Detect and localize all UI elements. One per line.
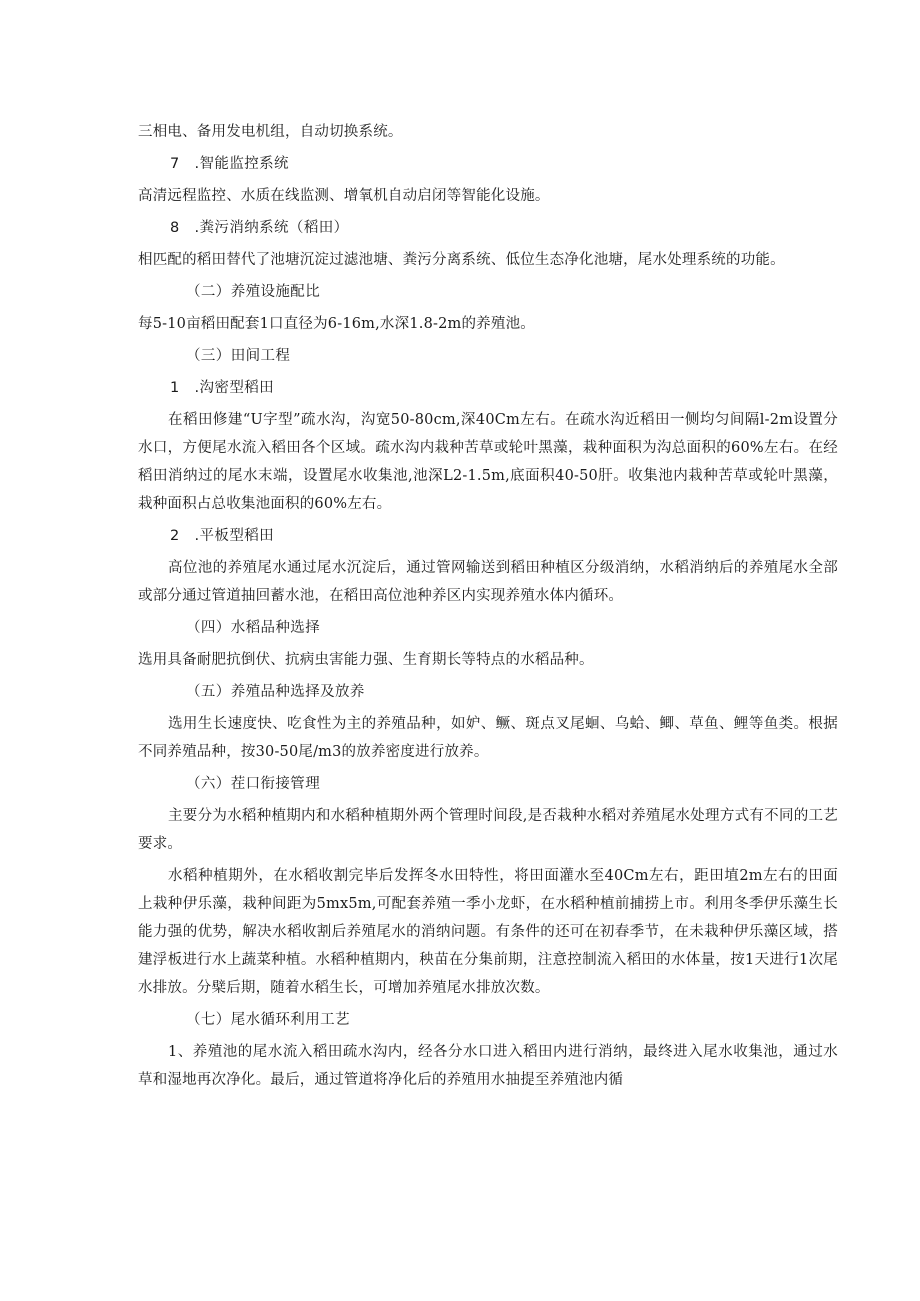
heading-facility-ratio: （二）养殖设施配比	[186, 284, 321, 300]
paragraph-manure-system: 相匹配的稻田替代了池塘沉淀过滤池塘、粪污分离系统、低位生态净化池塘，尾水处理系统的功能。	[138, 252, 785, 268]
paragraph-crop-rotation-detail: 水稻种植期外，在水稻收割完毕后发挥冬水田特性，将田面灌水至40Cm左右，距田埴2m左右的田面上栽种伊乐藻，栽种间距为5mx5m,可配套养殖一季小龙虾，在水稻种植前捕捞上市。利用冬季伊乐藻生长能力强的优势，解决水稻收割后养殖尾水的消纳问题。有条件的还可在初春季节，在未栽种伊乐藻区域，搭建浮板进行水上蔬菜种植。水稻种植期内，秧苗在分集前期，注意控制流入稻田的水体量，按1天进行1次尾水排放。分檗后期，随着水稻生长，可增加养殖尾水排放次数。	[138, 868, 838, 996]
paragraph-power-supply: 三相电、备用发电机组，自动切换系统。	[138, 124, 403, 140]
paragraph-rice-variety: 选用具备耐肥抗倒伏、抗病虫害能力强、生育期长等特点的水稻品种。	[138, 652, 594, 668]
heading-manure-system: 8 .粪污消纳系统（稻田）	[170, 220, 349, 236]
heading-crop-rotation: （六）茬口衔接管理	[186, 776, 321, 792]
heading-flat-paddy: 2 .平板型稻田	[170, 528, 275, 544]
paragraph-species-stocking: 选用生长速度快、吃食性为主的养殖品种，如妒、鳜、斑点叉尾蛔、乌蛤、鲫、草鱼、鲤等鱼类。根据不同养殖品种，按30-50尾/m3的放养密度进行放养。	[138, 716, 838, 760]
heading-rice-variety: （四）水稻品种选择	[186, 620, 321, 636]
paragraph-flat-paddy: 高位池的养殖尾水通过尾水沉淀后，通过管网输送到稻田种植区分级消纳，水稻消纳后的养殖尾水全部或部分通过管道抽回蓄水池，在稻田高位池种养区内实现养殖水体内循环。	[138, 560, 838, 604]
paragraph-smart-monitoring: 高清远程监控、水质在线监测、增氧机自动启闭等智能化设施。	[138, 188, 550, 204]
heading-species-stocking: （五）养殖品种选择及放养	[186, 684, 365, 700]
paragraph-facility-ratio: 每5-10亩稻田配套1口直径为6-16m,水深1.8-2m的养殖池。	[138, 316, 535, 332]
paragraph-tailwater-recycling: 1、养殖池的尾水流入稻田疏水沟内，经各分水口进入稻田内进行消纳，最终进入尾水收集池，通过水草和湿地再次净化。最后，通过管道将净化后的养殖用水抽提至养殖池内循	[138, 1044, 838, 1088]
heading-tailwater-recycling: （七）尾水循环利用工艺	[186, 1012, 350, 1028]
document-body	[138, 118, 838, 1098]
heading-ditch-paddy: 1 .沟密型稻田	[170, 380, 275, 396]
paragraph-ditch-paddy: 在稻田修建“U字型”疏水沟，沟宽50-80cm,深40Cm左右。在疏水沟近稻田一侧均匀间隔l-2m设置分水口，方便尾水流入稻田各个区域。疏水沟内栽种苦草或轮叶黑藻，栽种面积为沟总面积的60%左右。在经稻田消纳过的尾水末端，设置尾水收集池,池深L2-1.5m,底面积40-50肝。收集池内栽种苦草或轮叶黑藻，栽种面积占总收集池面积的60%左右。	[138, 412, 838, 512]
heading-field-engineering: （三）田间工程	[186, 348, 291, 364]
paragraph-crop-rotation-intro: 主要分为水稻种植期内和水稻种植期外两个管理时间段,是否栽种水稻对养殖尾水处理方式有不同的工艺要求。	[138, 808, 838, 852]
heading-smart-monitoring: 7 .智能监控系统	[170, 156, 289, 172]
